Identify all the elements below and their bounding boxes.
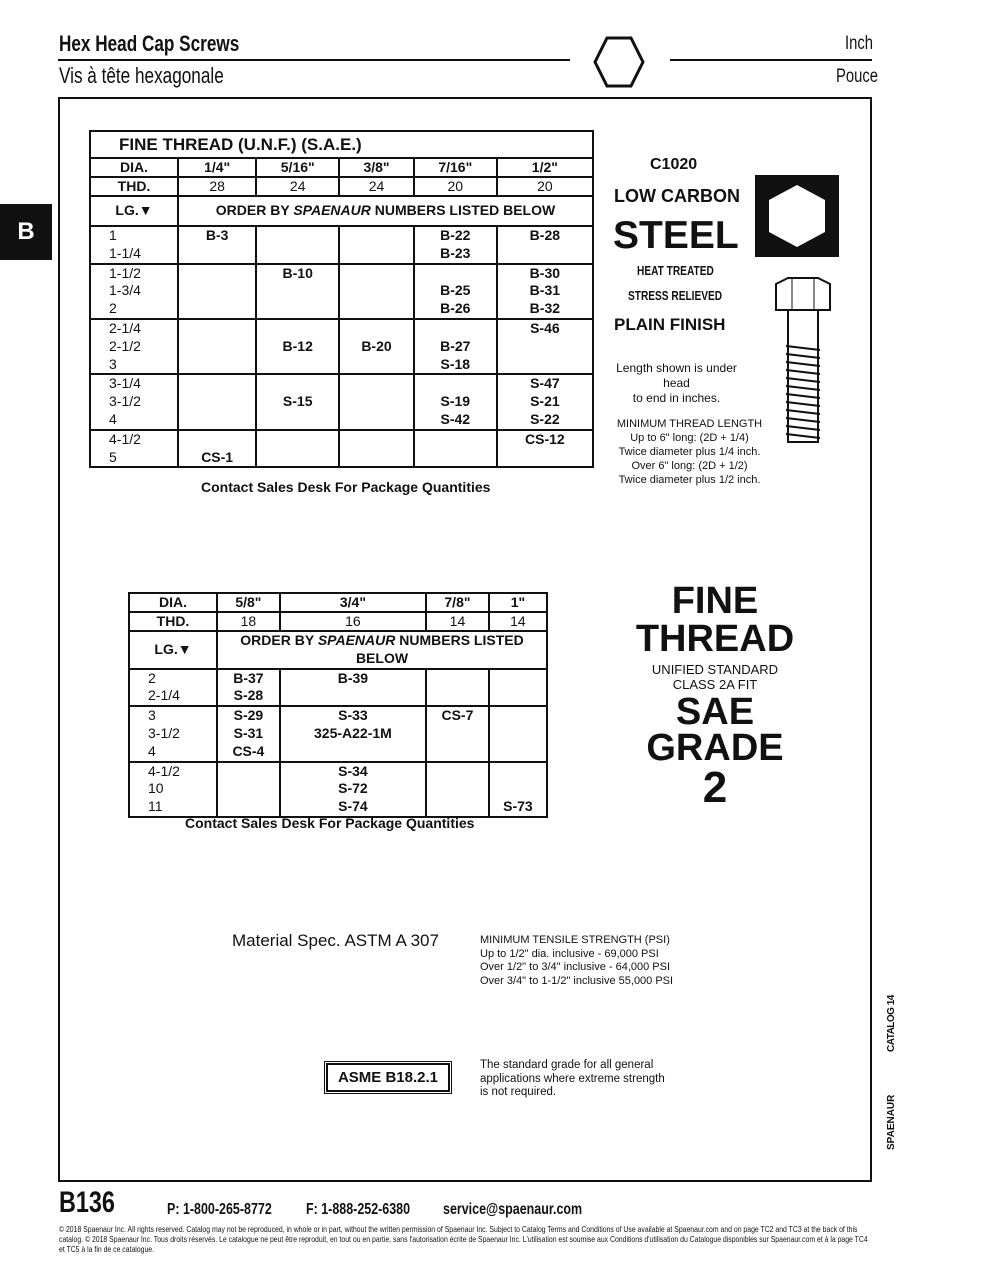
part-number bbox=[340, 411, 413, 429]
grade-thread: THREAD bbox=[635, 618, 795, 660]
part-number bbox=[340, 300, 413, 318]
part-number: B-23 bbox=[440, 244, 471, 261]
part-number: B-39 bbox=[337, 669, 369, 686]
part-number: S-31 bbox=[233, 724, 264, 741]
part-number bbox=[427, 670, 488, 688]
footer-legal: © 2018 Spaenaur Inc. All rights reserved. Catalog may not be reproduced, in whole or in part, without the written permission of Spaenaur Inc. Subject to Catalog Terms and Conditions of Use available at Spaenaur.com and on page TC2 and TC3 at the back of this catalog. © 2018 Spaenaur Inc. Tous droits réservés. Le catalogue ne peut être reproduit, en tout ou en partie, sans l'autorisation écrite de Spaenaur Inc. L'utilisation est soumise aux Conditions d'utilisation du Catalogue disponibles sur Spaenaur.com et à la page TC4 et TC5 à la fin de ce catalogue. bbox=[59, 1224, 868, 1254]
min-thread-length bbox=[612, 417, 767, 487]
length-group-row bbox=[90, 226, 593, 264]
thd-cell: 24 bbox=[256, 177, 339, 196]
part-number: B-30 bbox=[529, 264, 561, 281]
asme-standard-box: ASME B18.2.1 bbox=[326, 1063, 450, 1092]
order-suffix: NUMBERS LISTED BELOW bbox=[355, 632, 524, 666]
part-number: S-72 bbox=[338, 780, 368, 797]
length-value: 3-1/2 bbox=[148, 724, 180, 741]
length-value: 2 bbox=[148, 669, 156, 686]
page-number: B136 bbox=[59, 1186, 115, 1219]
min-thread-line: Twice diameter plus 1/2 inch. bbox=[618, 474, 761, 486]
material-steel: STEEL bbox=[613, 214, 739, 257]
part-number: S-29 bbox=[233, 707, 264, 724]
part-number-cell bbox=[426, 706, 489, 761]
material-finish: PLAIN FINISH bbox=[614, 315, 726, 334]
part-number bbox=[490, 763, 546, 781]
part-number bbox=[257, 320, 338, 338]
general-line: applications where extreme strength bbox=[480, 1072, 665, 1085]
part-number-cell bbox=[217, 669, 280, 707]
part-number bbox=[218, 798, 279, 816]
grade-unified: UNIFIED STANDARD bbox=[651, 662, 779, 677]
part-number: S-34 bbox=[338, 762, 368, 779]
order-brand: SPAENAUR bbox=[293, 202, 371, 219]
part-number bbox=[179, 320, 255, 338]
part-number: S-18 bbox=[440, 355, 471, 372]
grade-class: CLASS 2A FIT bbox=[672, 677, 758, 692]
header-title-en: Hex Head Cap Screws bbox=[59, 31, 240, 56]
length-cell bbox=[90, 226, 178, 264]
part-number: B-28 bbox=[529, 227, 561, 243]
part-number: B-31 bbox=[529, 282, 561, 299]
general-line: The standard grade for all general bbox=[480, 1059, 654, 1071]
part-number-cell bbox=[497, 264, 593, 319]
footer-email[interactable]: service@spaenaur.com bbox=[443, 1201, 583, 1218]
material-carbon: LOW CARBON bbox=[614, 186, 740, 206]
part-number-cell bbox=[426, 762, 489, 817]
part-number bbox=[179, 393, 255, 411]
material-spec: Material Spec. ASTM A 307 bbox=[232, 931, 439, 950]
part-number bbox=[340, 320, 413, 338]
part-number: B-37 bbox=[233, 669, 264, 686]
part-number-cell bbox=[414, 264, 497, 319]
part-number bbox=[257, 449, 338, 467]
tensile-line: Over 3/4" to 1-1/2" inclusive 55,000 PSI bbox=[480, 974, 674, 987]
tensile-line: Up to 1/2" dia. inclusive - 69,000 PSI bbox=[480, 947, 659, 960]
length-cell bbox=[90, 319, 178, 374]
thd-cell: 16 bbox=[280, 612, 426, 631]
thd-cell: 28 bbox=[178, 177, 256, 196]
length-value: 3-1/4 bbox=[109, 375, 141, 392]
part-number: CS-7 bbox=[441, 707, 474, 724]
grade-grade: GRADE bbox=[646, 727, 784, 769]
part-number bbox=[415, 375, 496, 393]
part-number: B-20 bbox=[361, 337, 392, 354]
length-note bbox=[604, 361, 749, 406]
dia-row bbox=[90, 158, 593, 177]
header-title-fr: Vis à tête hexagonale bbox=[59, 63, 224, 88]
part-number bbox=[427, 798, 488, 816]
part-number bbox=[179, 300, 255, 318]
dia-cell: 5/16" bbox=[256, 158, 339, 177]
length-value: 2-1/2 bbox=[109, 337, 141, 354]
part-number bbox=[340, 227, 413, 245]
length-value: 4-1/2 bbox=[109, 430, 141, 447]
part-number bbox=[179, 245, 255, 263]
part-number bbox=[427, 725, 488, 743]
length-note-line-1: Length shown is under head bbox=[616, 361, 737, 390]
part-number-cell bbox=[497, 226, 593, 264]
lg-row bbox=[90, 196, 593, 226]
order-instruction bbox=[217, 631, 547, 669]
grade-sae: SAE bbox=[675, 691, 755, 733]
part-number-cell bbox=[178, 226, 256, 264]
footer-phone: P: 1-800-265-8772 bbox=[167, 1201, 272, 1218]
part-number-cell bbox=[414, 319, 497, 374]
dia-cell: 1/2" bbox=[497, 158, 593, 177]
dia-cell: 3/4" bbox=[280, 593, 426, 612]
part-number bbox=[218, 763, 279, 781]
part-number bbox=[490, 670, 546, 688]
part-number-cell bbox=[414, 430, 497, 468]
length-cell bbox=[90, 264, 178, 319]
material-grade-code: C1020 bbox=[650, 156, 698, 173]
part-number bbox=[340, 375, 413, 393]
length-value: 5 bbox=[109, 448, 117, 465]
length-value: 11 bbox=[148, 798, 163, 815]
min-thread-title: MINIMUM THREAD LENGTH bbox=[616, 418, 763, 430]
part-number: B-25 bbox=[440, 282, 471, 299]
material-heat: HEAT TREATED bbox=[637, 263, 714, 278]
part-number bbox=[498, 338, 592, 356]
length-value: 10 bbox=[148, 780, 164, 797]
part-number-cell bbox=[280, 762, 426, 817]
thd-cell: 20 bbox=[497, 177, 593, 196]
dia-cell: 5/8" bbox=[217, 593, 280, 612]
thd-row bbox=[90, 177, 593, 196]
general-line: is not required. bbox=[480, 1086, 557, 1098]
part-number bbox=[498, 356, 592, 374]
min-thread-line: Over 6" long: (2D + 1/2) bbox=[631, 460, 748, 472]
part-number bbox=[257, 431, 338, 449]
part-number-cell bbox=[178, 430, 256, 468]
dia-cell: 1" bbox=[489, 593, 547, 612]
length-cell bbox=[129, 762, 217, 817]
part-number-cell bbox=[489, 669, 547, 707]
part-number: S-47 bbox=[530, 375, 560, 392]
part-number bbox=[490, 687, 546, 705]
part-number: S-15 bbox=[282, 393, 313, 410]
length-group-row bbox=[90, 319, 593, 374]
length-cell bbox=[90, 374, 178, 429]
min-thread-line: Up to 6" long: (2D + 1/4) bbox=[630, 432, 749, 444]
part-number bbox=[179, 411, 255, 429]
part-number bbox=[427, 743, 488, 761]
part-number-cell bbox=[217, 706, 280, 761]
part-number-cell bbox=[339, 374, 414, 429]
part-number bbox=[415, 265, 496, 283]
general-grade-note bbox=[480, 1059, 665, 1100]
part-number bbox=[340, 265, 413, 283]
part-number bbox=[257, 375, 338, 393]
part-number: S-46 bbox=[530, 319, 560, 336]
thd-cell: 18 bbox=[217, 612, 280, 631]
tensile-title: MINIMUM TENSILE STRENGTH (PSI) bbox=[480, 934, 670, 946]
part-number-cell bbox=[339, 264, 414, 319]
side-catalog: CATALOG 14 bbox=[886, 995, 897, 1052]
part-number: B-3 bbox=[205, 227, 229, 243]
part-number bbox=[340, 282, 413, 300]
lg-label: LG.▼ bbox=[90, 196, 178, 226]
part-number: B-32 bbox=[529, 300, 561, 317]
part-number-cell bbox=[497, 374, 593, 429]
part-number bbox=[340, 431, 413, 449]
length-note-line-2: to end in inches. bbox=[632, 391, 721, 405]
part-number-cell bbox=[178, 264, 256, 319]
part-number-cell bbox=[280, 706, 426, 761]
part-number-cell bbox=[256, 374, 339, 429]
table1-note: Contact Sales Desk For Package Quantities bbox=[201, 479, 491, 495]
part-number bbox=[218, 780, 279, 798]
dia-cell: 3/8" bbox=[339, 158, 414, 177]
part-number: S-21 bbox=[530, 393, 560, 410]
part-number bbox=[257, 300, 338, 318]
part-number bbox=[498, 449, 592, 467]
part-number: B-12 bbox=[282, 337, 313, 354]
dia-cell: 7/8" bbox=[426, 593, 489, 612]
part-number-cell bbox=[489, 762, 547, 817]
part-number bbox=[257, 356, 338, 374]
part-number-cell bbox=[339, 226, 414, 264]
part-number bbox=[490, 707, 546, 725]
min-thread-line: Twice diameter plus 1/4 inch. bbox=[618, 446, 761, 458]
length-cell bbox=[90, 430, 178, 468]
hex-logo-icon bbox=[592, 35, 646, 89]
part-number bbox=[179, 356, 255, 374]
part-number-cell bbox=[256, 430, 339, 468]
length-group-row bbox=[129, 669, 547, 707]
length-value: 4-1/2 bbox=[148, 762, 180, 779]
part-number bbox=[340, 356, 413, 374]
part-number bbox=[179, 375, 255, 393]
dia-row bbox=[129, 593, 547, 612]
part-number: CS-1 bbox=[201, 448, 234, 465]
part-number bbox=[257, 411, 338, 429]
part-number-cell bbox=[256, 226, 339, 264]
part-number: S-33 bbox=[338, 707, 368, 724]
part-number bbox=[498, 245, 592, 263]
part-number-cell bbox=[339, 430, 414, 468]
dia-label: DIA. bbox=[129, 593, 217, 612]
part-number bbox=[281, 743, 425, 761]
part-number bbox=[427, 763, 488, 781]
tensile-strength bbox=[480, 934, 673, 988]
length-group-row bbox=[90, 374, 593, 429]
length-group-row bbox=[129, 762, 547, 817]
length-group-row bbox=[129, 706, 547, 761]
length-value: 3-1/2 bbox=[109, 393, 141, 410]
length-cell bbox=[129, 669, 217, 707]
part-number-cell bbox=[178, 374, 256, 429]
thd-cell: 20 bbox=[414, 177, 497, 196]
order-suffix: NUMBERS LISTED BELOW bbox=[370, 202, 556, 219]
part-number-cell bbox=[339, 319, 414, 374]
header-rule-left bbox=[58, 59, 570, 61]
table-title: FINE THREAD (U.N.F.) (S.A.E.) bbox=[90, 131, 593, 158]
part-number bbox=[257, 227, 338, 245]
section-tab: B bbox=[0, 204, 52, 260]
thd-label: THD. bbox=[90, 177, 178, 196]
length-value: 3 bbox=[109, 355, 117, 372]
header-unit-en: Inch bbox=[845, 33, 874, 54]
part-number bbox=[490, 743, 546, 761]
length-value: 4 bbox=[148, 742, 156, 759]
length-value: 1-1/2 bbox=[109, 264, 141, 281]
order-prefix: ORDER BY bbox=[240, 632, 318, 648]
part-number: CS-12 bbox=[525, 430, 565, 447]
part-number bbox=[415, 320, 496, 338]
part-number-cell bbox=[414, 226, 497, 264]
order-brand: SPAENAUR bbox=[317, 632, 396, 648]
part-number: S-19 bbox=[440, 393, 471, 410]
part-number bbox=[179, 282, 255, 300]
lg-label: LG.▼ bbox=[129, 631, 217, 669]
dia-cell: 7/16" bbox=[414, 158, 497, 177]
thd-row bbox=[129, 612, 547, 631]
length-group-row bbox=[90, 430, 593, 468]
hex-head-icon bbox=[755, 175, 839, 257]
part-number bbox=[340, 245, 413, 263]
part-number bbox=[179, 265, 255, 283]
order-instruction bbox=[178, 196, 593, 226]
length-value: 4 bbox=[109, 410, 117, 427]
part-number: 325-A22-1M bbox=[314, 724, 392, 741]
length-group-row bbox=[90, 264, 593, 319]
length-value: 3 bbox=[148, 707, 156, 724]
grade-panel bbox=[615, 582, 815, 810]
thd-label: THD. bbox=[129, 612, 217, 631]
part-number bbox=[179, 431, 255, 449]
part-number-cell bbox=[489, 706, 547, 761]
header-unit-fr: Pouce bbox=[836, 66, 879, 87]
part-number bbox=[415, 431, 496, 449]
part-number bbox=[415, 449, 496, 467]
part-number bbox=[340, 393, 413, 411]
lg-row bbox=[129, 631, 547, 669]
part-number-cell bbox=[497, 430, 593, 468]
thd-cell: 14 bbox=[489, 612, 547, 631]
length-cell bbox=[129, 706, 217, 761]
part-number: S-74 bbox=[338, 798, 368, 815]
thd-cell: 14 bbox=[426, 612, 489, 631]
header-rule-right bbox=[670, 59, 872, 61]
length-value: 1-3/4 bbox=[109, 282, 141, 299]
material-stress: STRESS RELIEVED bbox=[628, 288, 723, 303]
part-number: B-10 bbox=[282, 264, 313, 281]
part-number bbox=[257, 282, 338, 300]
part-number-cell bbox=[178, 319, 256, 374]
part-number: S-22 bbox=[530, 410, 560, 427]
length-value: 2-1/4 bbox=[109, 319, 141, 336]
part-number bbox=[490, 780, 546, 798]
part-number: S-42 bbox=[440, 410, 471, 427]
part-number-cell bbox=[280, 669, 426, 707]
part-number-cell bbox=[217, 762, 280, 817]
part-number-cell bbox=[497, 319, 593, 374]
part-number bbox=[427, 687, 488, 705]
part-number: B-26 bbox=[440, 300, 471, 317]
fine-thread-table-large bbox=[128, 592, 548, 818]
table2-note: Contact Sales Desk For Package Quantities bbox=[185, 815, 475, 831]
grade-number: 2 bbox=[702, 763, 728, 812]
length-value: 2 bbox=[109, 300, 117, 317]
part-number-cell bbox=[426, 669, 489, 707]
part-number: B-27 bbox=[440, 337, 471, 354]
dia-label: DIA. bbox=[90, 158, 178, 177]
part-number bbox=[490, 725, 546, 743]
part-number-cell bbox=[256, 319, 339, 374]
part-number: CS-4 bbox=[232, 742, 265, 759]
order-prefix: ORDER BY bbox=[215, 202, 294, 219]
fine-thread-table-small bbox=[89, 130, 594, 468]
tensile-line: Over 1/2" to 3/4" inclusive - 64,000 PSI bbox=[480, 961, 671, 973]
part-number: B-22 bbox=[440, 227, 471, 243]
part-number bbox=[281, 687, 425, 705]
footer-fax: F: 1-888-252-6380 bbox=[306, 1201, 411, 1218]
part-number bbox=[427, 780, 488, 798]
part-number bbox=[340, 449, 413, 467]
dia-cell: 1/4" bbox=[178, 158, 256, 177]
length-value: 2-1/4 bbox=[148, 687, 180, 704]
table-title-row bbox=[90, 131, 593, 158]
thd-cell: 24 bbox=[339, 177, 414, 196]
part-number bbox=[179, 338, 255, 356]
length-value: 1 bbox=[109, 227, 117, 243]
side-brand: SPAENAUR bbox=[886, 1094, 897, 1150]
length-value: 1-1/4 bbox=[109, 244, 141, 261]
grade-fine: FINE bbox=[671, 580, 759, 622]
part-number: S-73 bbox=[503, 798, 533, 815]
bolt-illustration-icon bbox=[768, 276, 838, 446]
part-number: S-28 bbox=[233, 687, 264, 704]
part-number bbox=[257, 245, 338, 263]
part-number-cell bbox=[256, 264, 339, 319]
part-number-cell bbox=[414, 374, 497, 429]
